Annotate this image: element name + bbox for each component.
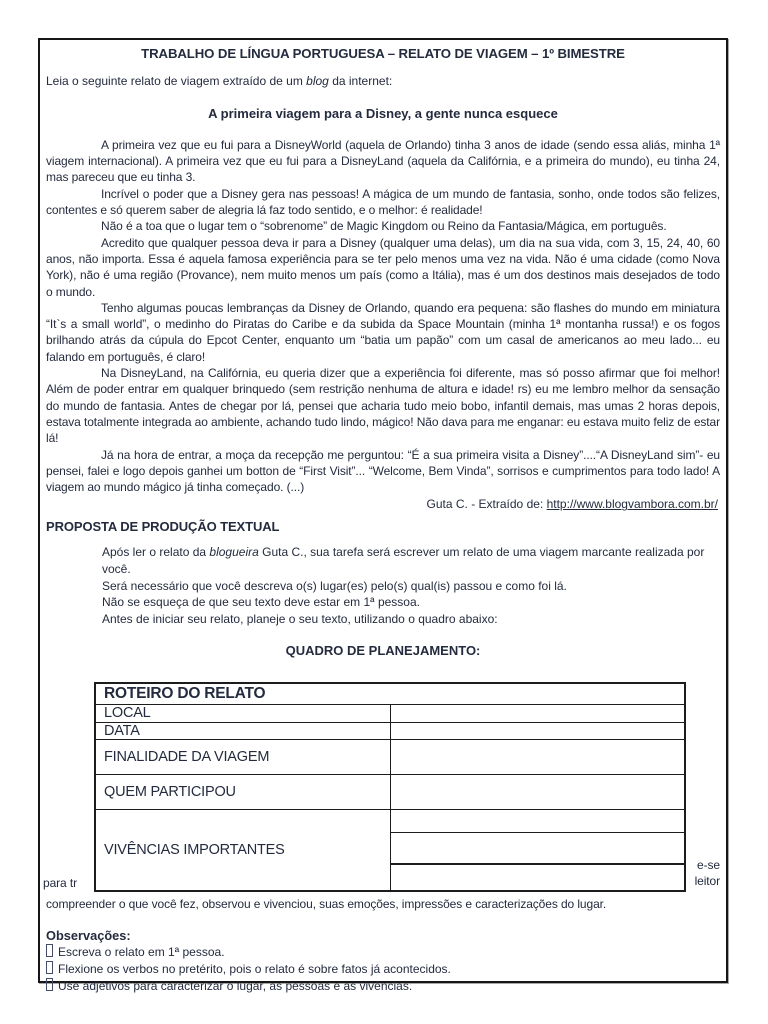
instruction-line: Não se esqueça de que seu texto deve estar em 1ª pessoa. (102, 595, 420, 610)
table-row-vivencias (95, 810, 685, 833)
table-row-finalidade (95, 740, 685, 775)
story-title: A primeira viagem para a Disney, a gente nunca esquece (208, 105, 558, 121)
planning-table-section (43, 682, 720, 892)
table-row-quem-participou (95, 775, 685, 810)
story-paragraph: A primeira vez que eu fui para a DisneyWorld (aquela de Orlando) tinha 3 anos de idade (sendo essa aliás, minha 1ª viagem internacional). A primeira vez que eu fui para a DisneyLand (aquela da Califórnia, e a primeira do mundo), eu tinha 24, mas pareceu que eu tinha 3. (46, 137, 720, 185)
table-header: ROTEIRO DO RELATO (95, 683, 685, 705)
table-row-data (95, 722, 685, 740)
row-label-local: LOCAL (95, 705, 390, 723)
source-link[interactable]: http://www.blogvambora.com.br/ (546, 497, 718, 512)
observations-heading: Observações: (46, 927, 131, 943)
fill-cell-vivencias-2 (390, 833, 685, 865)
table-row-local (95, 705, 685, 723)
instruction-line: Após ler o relato da blogueira Guta C., sua tarefa será escrever um relato de uma viagem marcante realizada por você. (102, 545, 705, 576)
observation-item: Escreva o relato em 1ª pessoa. (46, 944, 720, 961)
row-label-quem-participou: QUEM PARTICIPOU (95, 775, 390, 810)
overflow-text-line: compreender o que você fez, observou e vivenciou, suas emoções, impressões e caracterizações do lugar. (46, 897, 607, 912)
clipped-text-fragment: e-se (697, 858, 720, 872)
story-paragraph: Tenho algumas poucas lembranças da Disney de Orlando, quando era pequena: são flashes do mundo em miniatura “It`s a small world”, o medinho do Piratas do Caribe e da subida da Space Mountain (minha 1ª montanha russa!) e os fogos brilhando atrás da cúpula do Epcot Center, enquanto um “batia um papão” com um casal de americanos ao meu lado... eu falando em português, é claro! (46, 300, 720, 364)
page-title: TRABALHO DE LÍNGUA PORTUGUESA – RELATO DE VIAGEM – 1º BIMESTRE (141, 46, 625, 61)
row-label-vivencias: VIVÊNCIAS IMPORTANTES (95, 810, 390, 892)
row-label-finalidade: FINALIDADE DA VIAGEM (95, 740, 390, 775)
table-header-row (95, 683, 685, 705)
fill-cell-local (390, 705, 685, 723)
fill-cell-data (390, 722, 685, 740)
observation-item: Use adjetivos para caracterizar o lugar, as pessoas e as vivências. (46, 978, 720, 995)
missing-glyph-bullet-icon (46, 961, 53, 974)
instruction-line: Será necessário que você descreva o(s) lugar(es) pelo(s) qual(is) passou e como foi lá. (102, 578, 567, 593)
observation-item: Flexione os verbos no pretérito, pois o relato é sobre fatos já acontecidos. (46, 961, 720, 978)
attribution-author: Guta C. - Extraído de: (426, 497, 547, 512)
story-paragraph: Não é a toa que o lugar tem o “sobrenome” de Magic Kingdom ou Reino da Fantasia/Mágica, em português. (101, 219, 667, 234)
missing-glyph-bullet-icon (46, 978, 53, 991)
story-body (46, 137, 720, 496)
document-content (40, 40, 726, 995)
row-label-data: DATA (95, 722, 390, 740)
story-paragraph: Na DisneyLand, na Califórnia, eu queria dizer que a experiência foi diferente, mas só posso afirmar que foi melhor! Além de poder entrar em qualquer brinquedo (sem restrição nenhuma de altura e idade! rs) eu me lembro melhor da sensação do mundo de fantasia. Antes de chegar por lá, pensei que acharia tudo meio bobo, infantil demais, mas umas 2 horas depois, estava totalmente integrada ao ambiente, achando tudo lindo, mágico! Não dava para me enganar: eu estava muito feliz de estar lá! (46, 366, 720, 446)
clipped-text-fragment: para tr (43, 876, 77, 890)
story-paragraph: Acredito que qualquer pessoa deva ir para a Disney (qualquer uma delas), um dia na sua vida, com 3, 15, 24, 40, 60 anos, não importa. Essa é aquela famosa experiência para se ter pelo menos uma vez na vida. Não é uma cidade (como Nova York), não é uma região (Provance), nem muito menos um país (como a Itália), mas é um dos destinos mais desejados de todo o mundo. (46, 235, 720, 299)
planning-table (94, 682, 686, 892)
story-paragraph: Incrível o poder que a Disney gera nas pessoas! A mágica de um mundo de fantasia, sonho, onde todos são felizes, contentes e só querem saber de alegria lá faz todo sentido, e o melhor: é realidade! (46, 186, 720, 218)
instruction-line: Antes de iniciar seu relato, planeje o seu texto, utilizando o quadro abaixo: (102, 612, 498, 627)
story-paragraph: Já na hora de entrar, a moça da recepção me perguntou: “É a sua primeira visita a Disney”....“A DisneyLand sim”- eu pensei, falei e logo depois ganhei um botton de “First Visit”... “Welcome, Bem Vinda”, sorrisos e cumprimentos para todo lado! A viagem ao mundo mágico já tinha começado. (...) (46, 447, 720, 495)
fill-cell-quem-participou (390, 775, 685, 810)
fill-cell-vivencias-3 (390, 864, 685, 891)
clipped-text-fragment: leitor (694, 874, 720, 888)
missing-glyph-bullet-icon (46, 944, 53, 957)
attribution (46, 496, 720, 512)
proposal-heading: PROPOSTA DE PRODUÇÃO TEXTUAL (46, 518, 280, 534)
lead-text: Leia o seguinte relato de viagem extraído de um blog da internet: (46, 74, 393, 89)
instructions (102, 544, 720, 628)
fill-cell-vivencias-1 (390, 810, 685, 833)
fill-cell-finalidade (390, 740, 685, 775)
document-page-frame (38, 38, 728, 993)
planning-heading: QUADRO DE PLANEJAMENTO: (285, 643, 481, 658)
